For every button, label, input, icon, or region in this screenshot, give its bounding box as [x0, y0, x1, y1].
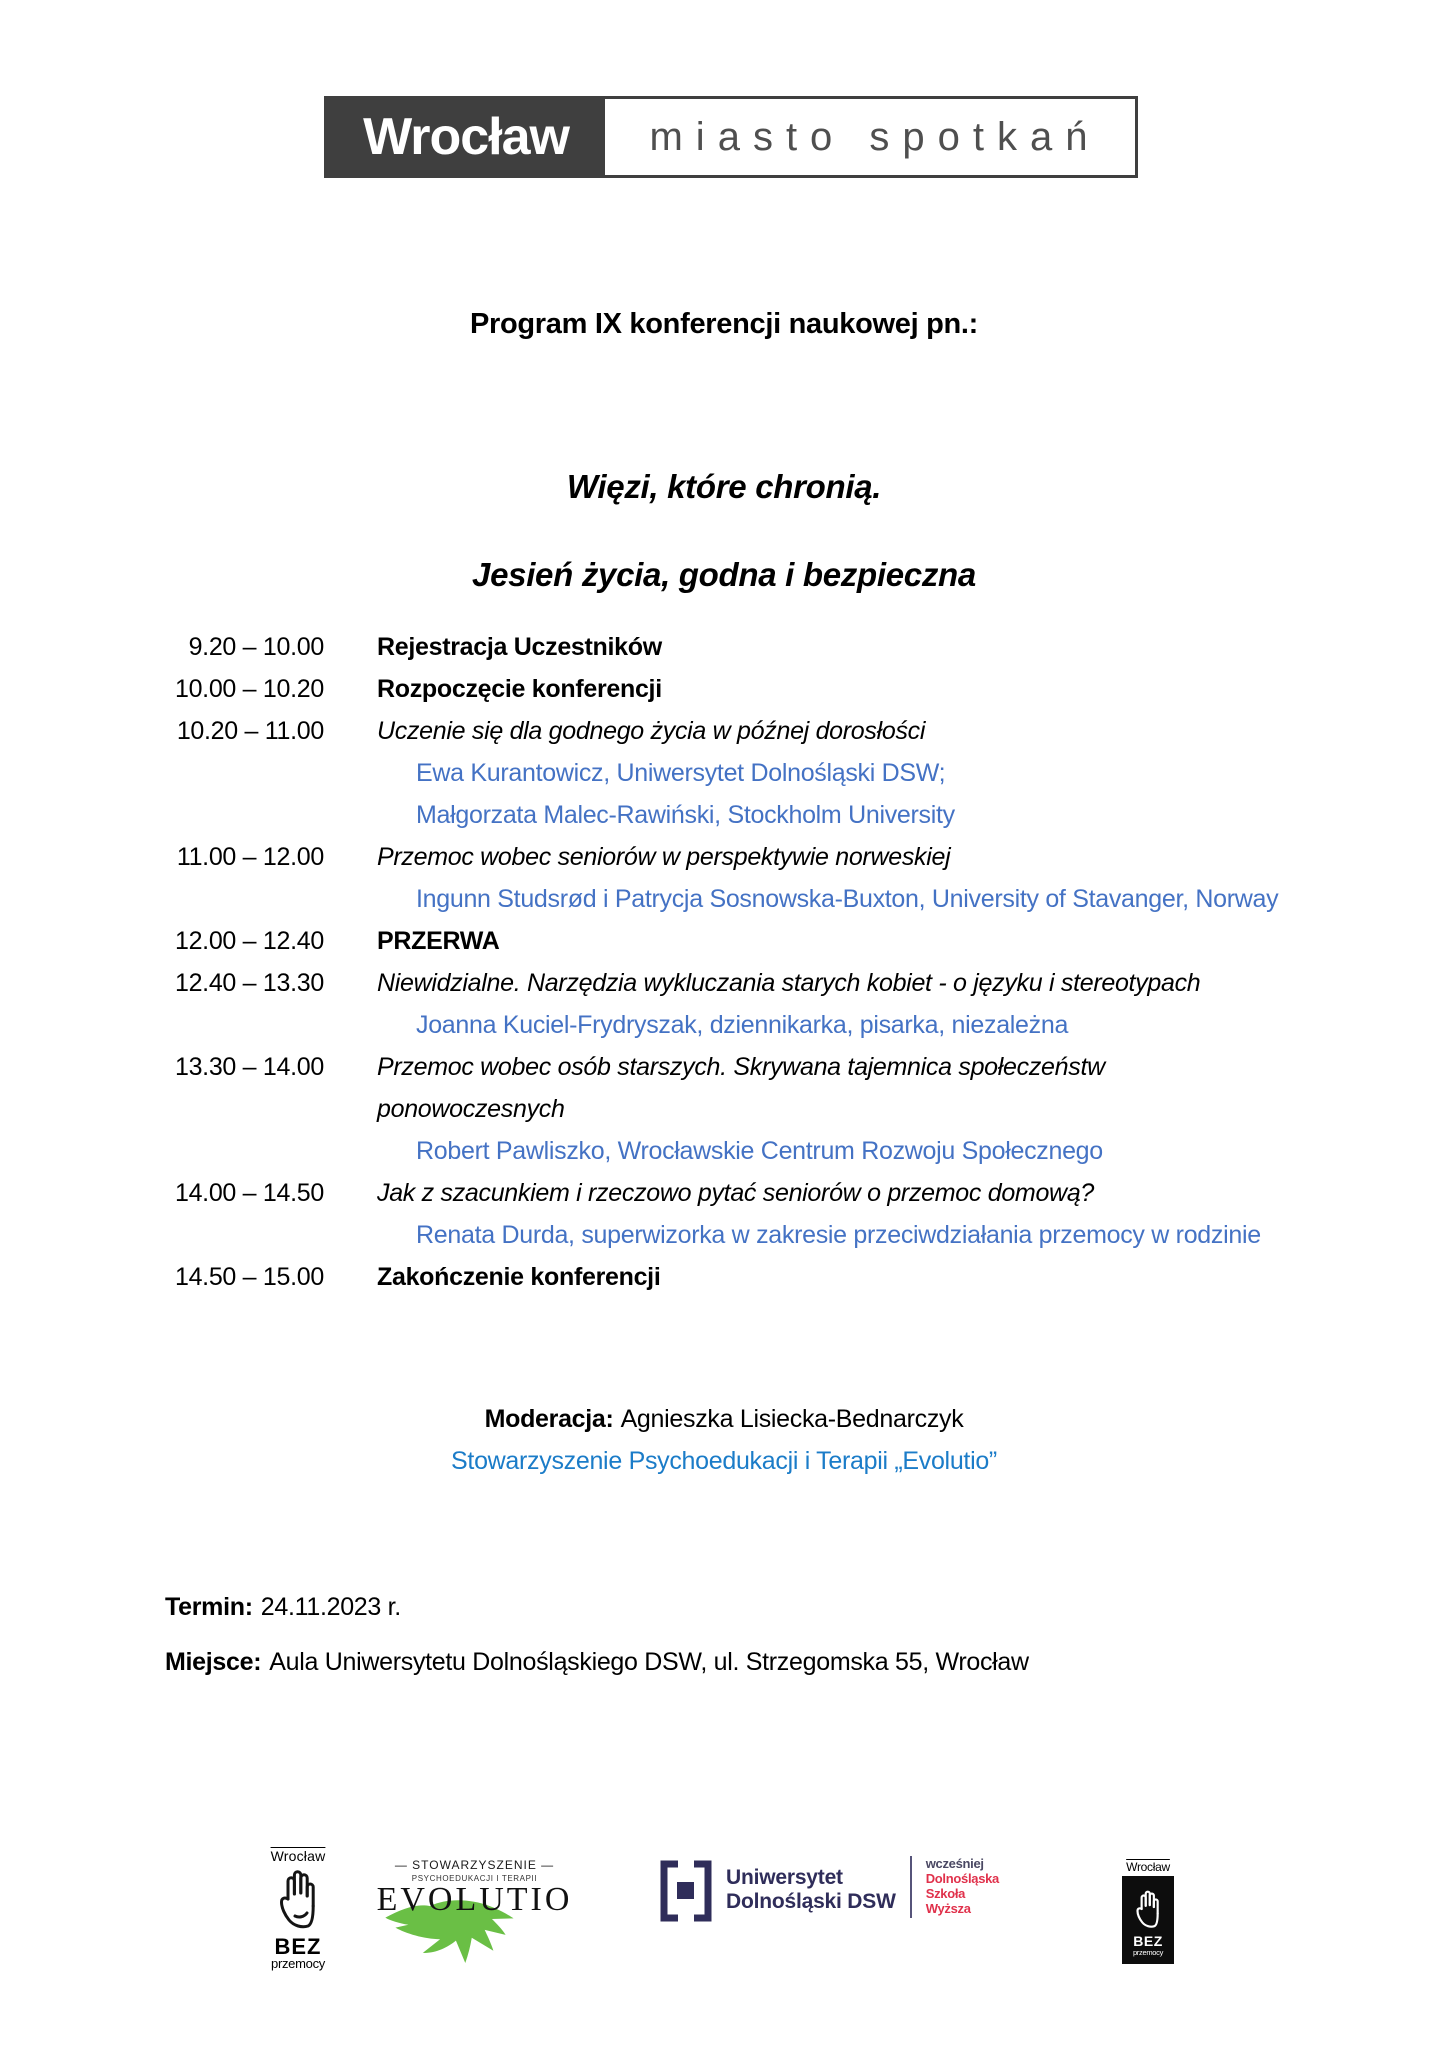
schedule-row	[162, 710, 1342, 836]
schedule-row	[162, 626, 1342, 668]
session-title: Przemoc wobec seniorów w perspektywie norweskiej	[377, 843, 951, 871]
moderator-organization: Stowarzyszenie Psychoedukacji i Terapii „Evolutio”	[451, 1447, 997, 1475]
speaker-line: Joanna Kuciel-Frydryszak, dziennikarka, pisarka, niezależna	[416, 1011, 1069, 1039]
speaker-line: Robert Pawliszko, Wrocławskie Centrum Rozwoju Społecznego	[416, 1137, 1103, 1165]
session-title: Jak z szacunkiem i rzeczowo pytać seniorów o przemoc domową?	[377, 1179, 1095, 1207]
dsw-former-name-line1: Dolnośląska	[925, 1871, 999, 1886]
dsw-divider	[910, 1856, 912, 1918]
schedule-row	[162, 668, 1342, 710]
session-time: 10.20 – 11.00	[176, 717, 324, 745]
session-title: Przemoc wobec osób starszych. Skrywana tajemnica społeczeństw	[377, 1053, 1105, 1081]
dsw-former-name-line2: Szkoła	[925, 1886, 966, 1901]
speaker-line: Małgorzata Malec-Rawiński, Stockholm University	[416, 801, 955, 829]
session-title: Rejestracja Uczestników	[377, 633, 662, 661]
evolutio-association-text: — STOWARZYSZENIE —	[394, 1858, 555, 1872]
bez-logo-city-text: Wrocław	[270, 1848, 326, 1864]
session-title-continued: ponowoczesnych	[377, 1095, 565, 1123]
dsw-former-name-line3: Wyższa	[925, 1901, 971, 1916]
bez-logo-bold-text: BEZ	[274, 1934, 322, 1959]
speaker-line: Ewa Kurantowicz, Uniwersytet Dolnośląski DSW;	[416, 759, 946, 787]
moderation-label: Moderacja:	[484, 1405, 614, 1433]
schedule-row	[162, 920, 1342, 962]
bez-logo-small-text: przemocy	[271, 1956, 325, 1971]
session-title: Zakończenie konferencji	[377, 1263, 661, 1291]
conference-title-line2: Jesień życia, godna i bezpieczna	[472, 556, 976, 593]
dsw-previously-text: wcześniej	[925, 1856, 984, 1871]
venue-value: Aula Uniwersytetu Dolnośląskiego DSW, ul. Strzegomska 55, Wrocław	[269, 1648, 1029, 1676]
schedule-row	[162, 1256, 1342, 1298]
speaker-line: Renata Durda, superwizorka w zakresie przeciwdziałania przemocy w rodzinie	[416, 1221, 1261, 1249]
evolutio-subtitle-text: PSYCHOEDUKACJI I TERAPII	[411, 1874, 538, 1883]
event-details	[165, 1580, 1029, 1690]
schedule-row	[162, 1172, 1342, 1256]
session-time: 10.00 – 10.20	[174, 675, 324, 703]
wroclaw-logo-tagline: miasto spotkań	[605, 99, 1135, 175]
session-title: Uczenie się dla godnego życia w późnej dorosłości	[377, 717, 926, 745]
date-label: Termin:	[165, 1593, 253, 1621]
schedule-row	[162, 962, 1342, 1046]
session-title: Rozpoczęcie konferencji	[377, 675, 662, 703]
session-title: PRZERWA	[377, 927, 500, 955]
session-time: 12.40 – 13.30	[174, 969, 324, 997]
wroclaw-logo-city-name: Wrocław	[327, 99, 605, 175]
bez-dark-small-text: przemocy	[1132, 1947, 1164, 1957]
bez-dark-bold-text: BEZ	[1133, 1932, 1163, 1949]
dsw-university-line1: Uniwersytet	[726, 1866, 843, 1889]
evolutio-name-text: EVOLUTIO	[376, 1881, 573, 1918]
stop-hand-icon	[262, 1866, 334, 1937]
dsw-bracket-icon	[658, 1860, 714, 1927]
session-time: 11.00 – 12.00	[176, 843, 324, 871]
moderation-block	[0, 1398, 1448, 1482]
session-time: 14.00 – 14.50	[174, 1179, 324, 1207]
bez-dark-city-text: Wrocław	[1126, 1860, 1170, 1874]
session-time: 12.00 – 12.40	[174, 927, 324, 955]
session-title: Niewidzialne. Narzędzia wykluczania starych kobiet - o języku i stereotypach	[377, 969, 1201, 997]
session-time: 14.50 – 15.00	[174, 1263, 324, 1291]
venue-label: Miejsce:	[165, 1648, 262, 1676]
schedule	[162, 626, 1342, 1298]
date-value: 24.11.2023 r.	[260, 1593, 401, 1621]
conference-title-line1: Więzi, które chronią.	[566, 468, 882, 505]
university-dsw-logo	[658, 1856, 1038, 1927]
schedule-row	[162, 836, 1342, 920]
stop-hand-icon-white	[1133, 1888, 1163, 1935]
session-time: 13.30 – 14.00	[174, 1053, 324, 1081]
schedule-row	[162, 1046, 1342, 1172]
wroclaw-city-logo	[324, 96, 1138, 178]
program-heading: Program IX konferencji naukowej pn.:	[469, 308, 979, 340]
session-time: 9.20 – 10.00	[188, 633, 324, 661]
bez-przemocy-logo-inverted	[1118, 1860, 1178, 1964]
moderator-name: Agnieszka Lisiecka-Bednarczyk	[620, 1405, 964, 1433]
evolutio-association-logo	[372, 1858, 577, 1963]
speaker-line: Ingunn Studsrød i Patrycja Sosnowska-Buxton, University of Stavanger, Norway	[416, 885, 1279, 913]
dsw-university-line2: Dolnośląski DSW	[726, 1890, 896, 1913]
bez-przemocy-logo	[262, 1848, 334, 1971]
